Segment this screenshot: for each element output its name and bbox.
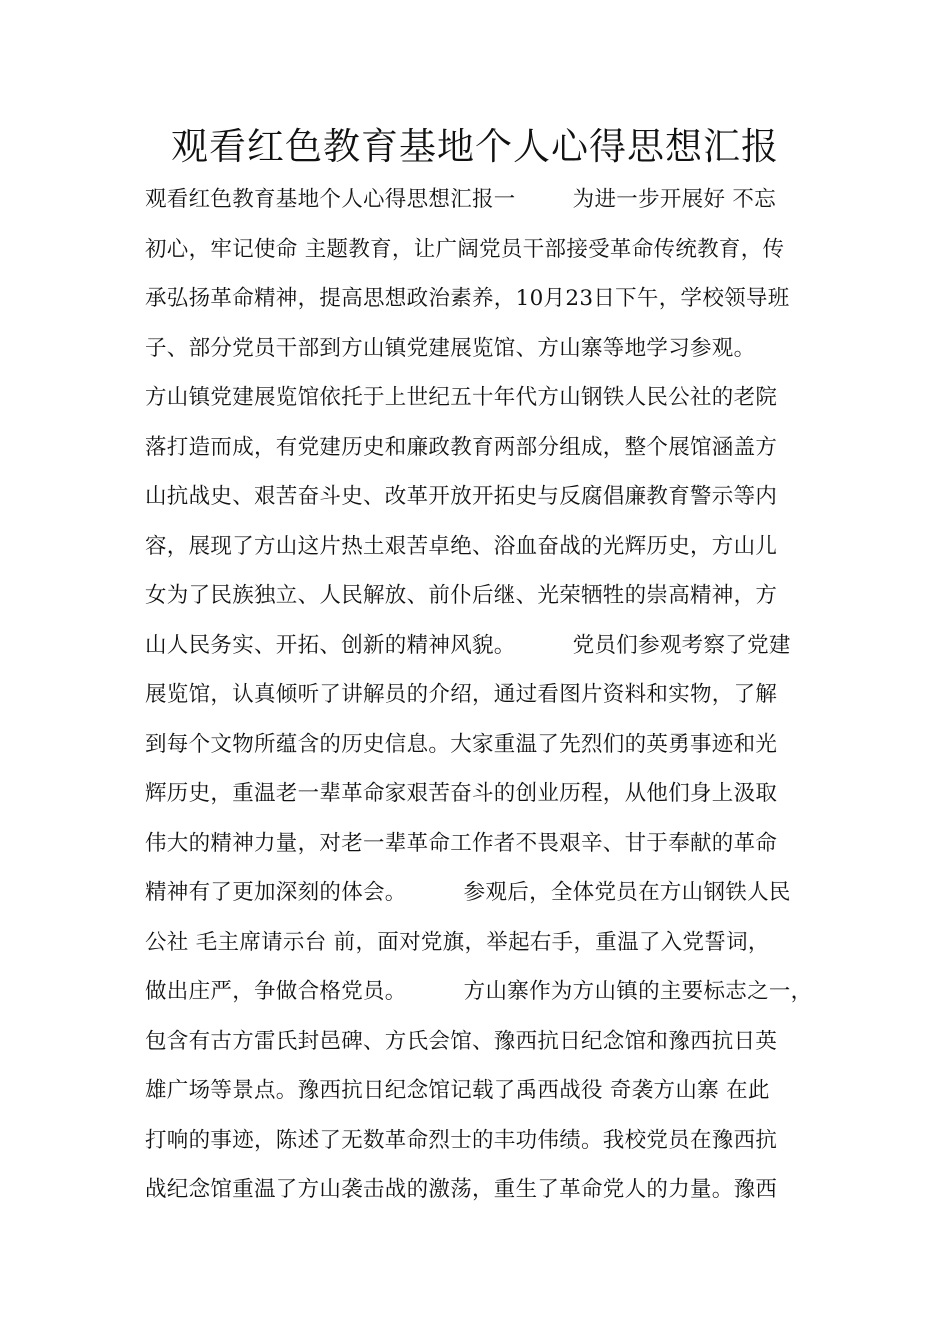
body-line: 山抗战史、艰苦奋斗史、改革开放开拓史与反腐倡廉教育警示等内 — [145, 484, 778, 509]
body-line: 做出庄严，争做合格党员。 方山寨作为方山镇的主要标志之一， — [145, 979, 813, 1004]
body-line: 伟大的精神力量，对老一辈革命工作者不畏艰辛、甘于奉献的革命 — [145, 830, 778, 856]
body-line: 女为了民族独立、人民解放、前仆后继、光荣牺牲的崇高精神，方 — [145, 583, 778, 608]
body-line: 雄广场等景点。豫西抗日纪念馆记载了禹西战役 奇袭方山寨 在此 — [145, 1078, 770, 1103]
body-line: 包含有古方雷氏封邑碑、方氏会馆、豫西抗日纪念馆和豫西抗日英 — [145, 1028, 778, 1054]
body-line: 子、部分党员干部到方山镇党建展览馆、方山寨等地学习参观。 — [145, 335, 756, 361]
body-line: 辉历史，重温老一辈革命家艰苦奋斗的创业历程，从他们身上汲取 — [145, 781, 778, 806]
body-line: 到每个文物所蕴含的历史信息。大家重温了先烈们的英勇事迹和光 — [145, 731, 778, 757]
body-line: 方山镇党建展览馆依托于上世纪五十年代方山钢铁人民公社的老院 — [145, 385, 778, 410]
document-title: 观看红色教育基地个人心得思想汇报 — [171, 125, 779, 168]
body-line: 山人民务实、开拓、创新的精神风貌。 党员们参观考察了党建 — [145, 632, 791, 658]
body-line: 打响的事迹，陈述了无数革命烈士的丰功伟绩。我校党员在豫西抗 — [145, 1127, 778, 1153]
body-line: 容，展现了方山这片热土艰苦卓绝、浴血奋战的光辉历史，方山儿 — [145, 533, 778, 559]
body-line: 战纪念馆重温了方山袭击战的激荡，重生了革命党人的力量。豫西 — [145, 1177, 778, 1202]
body-line: 落打造而成，有党建历史和廉政教育两部分组成，整个展馆涵盖方 — [145, 434, 778, 460]
body-line: 初心，牢记使命 主题教育，让广阔党员干部接受革命传统教育，传 — [145, 236, 785, 262]
body-line: 观看红色教育基地个人心得思想汇报一 为进一步开展好 不忘 — [145, 187, 777, 212]
body-line: 承弘扬革命精神，提高思想政治素养，10月23日下午，学校领导班 — [145, 286, 790, 311]
body-line: 公社 毛主席请示台 前，面对党旗，举起右手，重温了入党誓词， — [145, 929, 770, 955]
body-line: 展览馆，认真倾听了讲解员的介绍，通过看图片资料和实物，了解 — [145, 682, 778, 707]
body-line: 精神有了更加深刻的体会。 参观后，全体党员在方山钢铁人民 — [145, 880, 791, 905]
document-body — [145, 180, 825, 1220]
